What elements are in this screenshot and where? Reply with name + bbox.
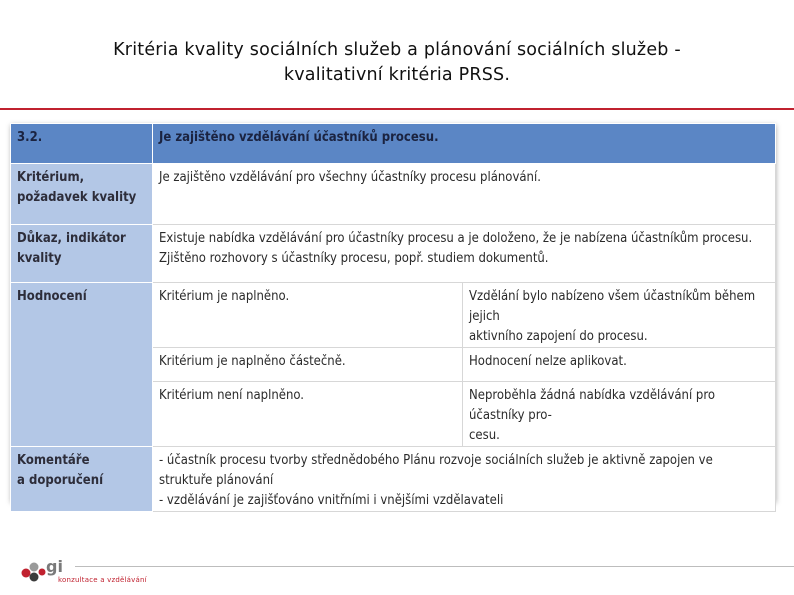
logo-dot-dark [30, 573, 39, 582]
evaluation-note-1-line2: aktivního zapojení do procesu. [469, 329, 648, 344]
slide-title [60, 38, 734, 88]
title-divider [0, 108, 794, 110]
criterion-label-line1: Kritérium, [17, 170, 85, 185]
comments-line2: - vzdělávání je zajišťováno vnitřními i vnějšími vzdělavateli [159, 493, 504, 508]
logo-dot-gray [30, 563, 39, 572]
evaluation-label: Hodnocení [11, 283, 153, 447]
criteria-table-image [10, 123, 775, 508]
evaluation-status-3: Kritérium není naplněno. [153, 382, 463, 447]
evaluation-note-3 [463, 382, 776, 447]
evaluation-note-3-line1: Neproběhla žádná nabídka vzdělávání pro účastníky pro- [469, 388, 716, 423]
evaluation-note-2: Hodnocení nelze aplikovat. [463, 348, 776, 382]
comments-line1: - účastník procesu tvorby střednědobého Plánu rozvoje sociálních služeb je aktivně zapojen ve struktuře plánování [159, 453, 713, 488]
logo-dot-red [22, 569, 31, 578]
logo-tagline: konzultace a vzdělávání [58, 576, 147, 584]
evidence-line1: Existuje nabídka vzdělávání pro účastníky procesu a je doloženo, že je nabízena účastníkům procesu. [159, 231, 753, 246]
criterion-text: Je zajištěno vzdělávání pro všechny účastníky procesu plánování. [153, 164, 776, 225]
footer-divider [75, 566, 794, 567]
slide-title-line2: kvalitativní kritéria PRSS. [283, 65, 511, 85]
evidence-label-line2: kvality [17, 251, 62, 266]
evaluation-status-1: Kritérium je naplněno. [153, 283, 463, 348]
evaluation-note-1-line1: Vzdělání bylo nabízeno všem účastníkům během jejich [469, 289, 756, 324]
evidence-label-line1: Důkaz, indikátor [17, 231, 126, 246]
evidence-line2: Zjištěno rozhovory s účastníky procesu, popř. studiem dokumentů. [159, 251, 549, 266]
comments-label-line1: Komentáře [17, 453, 90, 468]
comments-label [11, 447, 153, 512]
slide-title-line1: Kritéria kvality sociálních služeb a plánování sociálních služeb - [113, 40, 681, 60]
evaluation-note-3-line2: cesu. [469, 428, 500, 443]
comments-text [153, 447, 776, 512]
evaluation-note-1 [463, 283, 776, 348]
evaluation-status-2: Kritérium je naplněno částečně. [153, 348, 463, 382]
criterion-heading: Je zajištěno vzdělávání účastníků procesu. [153, 124, 776, 164]
comments-label-line2: a doporučení [17, 473, 104, 488]
criterion-label [11, 164, 153, 225]
criterion-label-line2: požadavek kvality [17, 190, 137, 205]
criterion-id: 3.2. [11, 124, 153, 164]
evidence-text [153, 225, 776, 283]
logo-mark: gi [46, 557, 63, 576]
logo-dot-red-small [39, 569, 46, 576]
evidence-label [11, 225, 153, 283]
criteria-table [10, 123, 776, 512]
